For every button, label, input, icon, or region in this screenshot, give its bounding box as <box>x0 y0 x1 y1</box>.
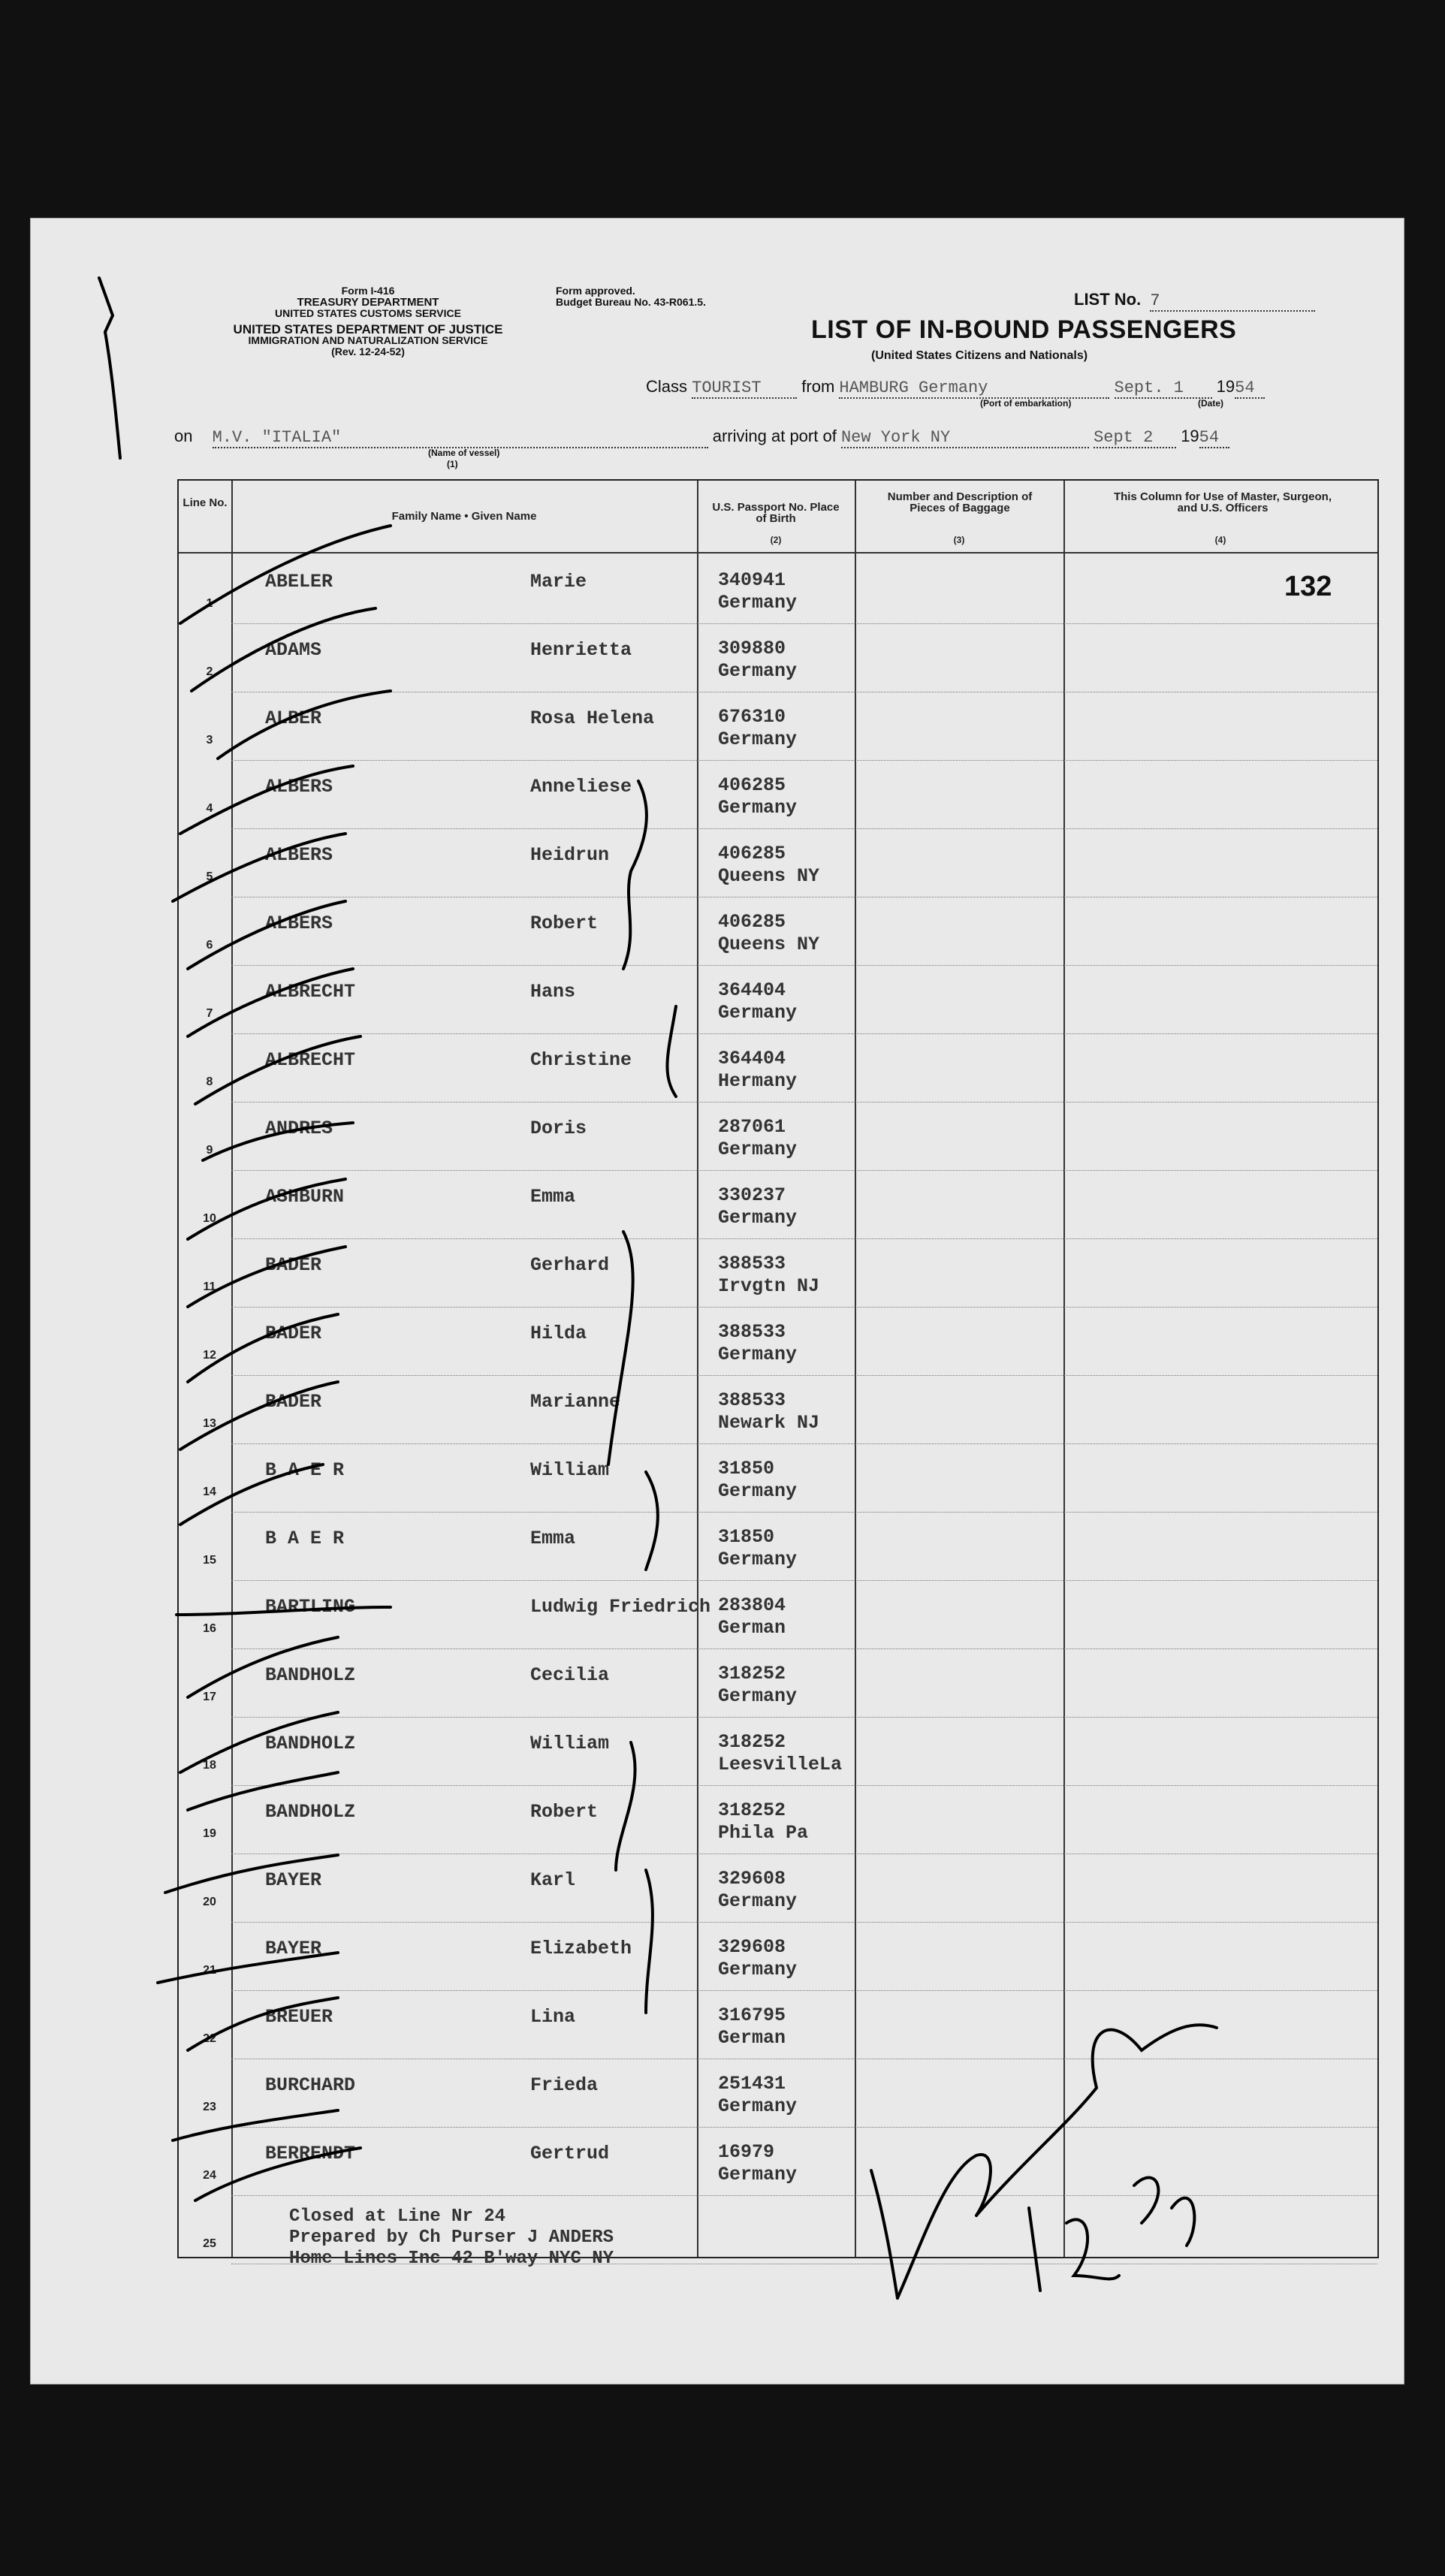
place-of-birth: Queens NY <box>718 865 820 887</box>
vessel-caption: (Name of vessel) <box>428 448 500 458</box>
family-name: ALBERS <box>265 844 333 866</box>
ink-stroke <box>203 1123 353 1160</box>
ink-time <box>1029 2208 1040 2291</box>
place-of-birth: Germany <box>718 592 798 614</box>
place-of-birth: Germany <box>718 660 798 682</box>
embark-port: HAMBURG Germany <box>839 379 1109 399</box>
vessel-name: M.V. "ITALIA" <box>213 428 708 448</box>
line-number: 9 <box>206 1144 213 1157</box>
column-header-officers: This Column for Use of Master, Surgeon, and U.S. Officers <box>1113 490 1332 514</box>
passport-number: 364404 <box>718 979 786 1001</box>
passport-number: 329608 <box>718 1936 786 1958</box>
family-name: BREUER <box>265 2006 333 2028</box>
family-name: BAYER <box>265 1938 322 1959</box>
family-name: ALBRECHT <box>265 1049 356 1071</box>
from-label: from <box>801 377 835 396</box>
place-of-birth: Irvgtn NJ <box>718 1275 820 1297</box>
passport-number: 406285 <box>718 911 786 933</box>
given-name: Emma <box>530 1186 576 1208</box>
passport-number: 31850 <box>718 1526 775 1548</box>
line-number: 25 <box>203 2237 216 2250</box>
ink-stroke <box>180 1712 338 1772</box>
passport-number: 316795 <box>718 2004 786 2026</box>
family-name: ADAMS <box>265 639 322 661</box>
place-of-birth: Germany <box>718 1685 798 1707</box>
ink-stroke <box>158 1953 338 1983</box>
passport-number: 329608 <box>718 1868 786 1890</box>
ink-stroke <box>188 1772 338 1810</box>
ink-stroke <box>99 278 113 332</box>
passport-number: 287061 <box>718 1116 786 1138</box>
ink-bracket <box>616 1742 635 1870</box>
ink-stroke <box>192 608 376 691</box>
given-name: Anneliese <box>530 776 632 798</box>
list-number-value: 7 <box>1150 291 1315 312</box>
family-name: BARTLING <box>265 1596 356 1618</box>
family-name: ALBER <box>265 707 322 729</box>
family-name: ALBRECHT <box>265 981 356 1003</box>
ink-stroke <box>195 2148 360 2200</box>
given-name: Doris <box>530 1118 587 1139</box>
family-name: BAYER <box>265 1869 322 1891</box>
ink-bracket <box>667 1006 676 1096</box>
place-of-birth: Hermany <box>718 1070 798 1092</box>
given-name: Ludwig Friedrich <box>530 1596 711 1618</box>
family-name: ANDRES <box>265 1118 333 1139</box>
ink-time <box>1066 2219 1119 2279</box>
arrival-port: New York NY <box>841 428 1089 448</box>
given-name: Cecilia <box>530 1664 610 1686</box>
on-label: on <box>174 427 193 445</box>
column-header-baggage: Number and Description of Pieces of Baggage <box>887 490 1033 514</box>
place-of-birth: German <box>718 2027 786 2049</box>
place-of-birth: Germany <box>718 797 798 819</box>
passport-number: 318252 <box>718 1663 786 1685</box>
ink-stroke <box>180 1382 338 1449</box>
passport-number: 16979 <box>718 2141 775 2163</box>
family-name: BANDHOLZ <box>265 1664 356 1686</box>
line-number: 19 <box>203 1827 216 1840</box>
place-of-birth: Germany <box>718 1480 798 1502</box>
given-name: Marie <box>530 571 587 593</box>
ink-stroke <box>188 1314 338 1382</box>
ink-bracket <box>646 1870 653 2013</box>
line-number: 11 <box>203 1280 216 1293</box>
arriving-label: arriving at port of <box>712 427 837 445</box>
passport-number: 309880 <box>718 638 786 659</box>
place-of-birth: LeesvilleLa <box>718 1754 843 1775</box>
given-name: Emma <box>530 1528 576 1549</box>
passport-number: 388533 <box>718 1321 786 1343</box>
line-number: 3 <box>206 734 213 747</box>
document-title: LIST OF IN-BOUND PASSENGERS <box>811 315 1237 344</box>
line-number: 7 <box>206 1007 213 1020</box>
given-name: William <box>530 1459 610 1481</box>
family-name: B A E R <box>265 1459 345 1481</box>
given-name: Frieda <box>530 2074 599 2096</box>
ink-stroke <box>188 1998 338 2050</box>
passport-number: 388533 <box>718 1389 786 1411</box>
column-header-name: Family Name • Given Name <box>391 510 537 523</box>
line-number: 2 <box>206 665 213 678</box>
place-of-birth: Germany <box>718 1002 798 1024</box>
given-name: Rosa Helena <box>530 707 655 729</box>
family-name: BANDHOLZ <box>265 1801 356 1823</box>
passport-number: 676310 <box>718 706 786 728</box>
line-number: 8 <box>206 1075 213 1088</box>
ink-bracket <box>646 1472 658 1570</box>
year-prefix: 19 <box>1216 377 1235 396</box>
ink-signature <box>976 2025 1217 2216</box>
line-number: 4 <box>206 802 213 815</box>
ink-time <box>1134 2178 1158 2223</box>
vessel-column-number: (1) <box>447 459 458 469</box>
ink-stroke <box>188 1179 345 1239</box>
place-of-birth: Germany <box>718 1139 798 1160</box>
ink-bracket <box>623 781 647 969</box>
class-value: TOURIST <box>692 379 797 399</box>
given-name: Hans <box>530 981 576 1003</box>
document-subtitle: (United States Citizens and Nationals) <box>871 349 1088 362</box>
ink-stroke <box>180 1464 323 1525</box>
arrival-date: Sept 2 <box>1094 428 1176 448</box>
passport-number: 251431 <box>718 2073 786 2095</box>
ink-stroke <box>188 969 356 1036</box>
column-number-2: (2) <box>770 535 782 545</box>
ink-stroke <box>188 1247 345 1307</box>
passport-number: 388533 <box>718 1253 786 1274</box>
place-of-birth: Germany <box>718 1207 798 1229</box>
form-number: Form I-416 <box>341 285 395 297</box>
passport-number: 330237 <box>718 1184 786 1206</box>
revision-label: (Rev. 12-24-52) <box>331 345 405 357</box>
ink-bracket <box>608 1232 633 1464</box>
column-header-line: Line No. <box>183 496 228 509</box>
place-of-birth: Germany <box>718 1549 798 1570</box>
line-number: 1 <box>206 597 213 610</box>
ink-stroke <box>180 526 391 623</box>
ink-stroke <box>176 1607 391 1615</box>
line-number: 6 <box>206 939 213 952</box>
line-number: 22 <box>203 2032 216 2045</box>
ink-stroke <box>165 1855 338 1893</box>
given-name: Karl <box>530 1869 576 1891</box>
family-name: B A E R <box>265 1528 345 1549</box>
family-name: BERRENDT <box>265 2143 356 2164</box>
class-label: Class <box>646 377 688 396</box>
arrival-year-prefix: 19 <box>1181 427 1199 445</box>
reference-number: 132 <box>1284 571 1332 602</box>
passport-number: 318252 <box>718 1731 786 1753</box>
given-name: Heidrun <box>530 844 610 866</box>
passport-number: 340941 <box>718 569 786 591</box>
passport-number: 283804 <box>718 1594 786 1616</box>
family-name: BADER <box>265 1323 322 1344</box>
given-name: Elizabeth <box>530 1938 632 1959</box>
family-name: ABELER <box>265 571 333 593</box>
place-of-birth: Phila Pa <box>718 1822 809 1844</box>
ins-label: IMMIGRATION AND NATURALIZATION SERVICE <box>248 334 488 346</box>
arrival-year: 54 <box>1199 428 1229 448</box>
given-name: Gertrud <box>530 2143 610 2164</box>
family-name: ALBERS <box>265 912 333 934</box>
given-name: Gerhard <box>530 1254 610 1276</box>
line-number: 16 <box>203 1622 216 1635</box>
given-name: Hilda <box>530 1323 587 1344</box>
given-name: Christine <box>530 1049 632 1071</box>
ink-stroke <box>105 332 120 458</box>
ink-stroke <box>173 2110 338 2140</box>
column-number-3: (3) <box>953 535 965 545</box>
family-name: BANDHOLZ <box>265 1733 356 1754</box>
line-number: 12 <box>203 1349 216 1362</box>
place-of-birth: Germany <box>718 1344 798 1365</box>
place-of-birth: German <box>718 1617 786 1639</box>
line-number: 24 <box>203 2169 216 2182</box>
given-name: Lina <box>530 2006 576 2028</box>
given-name: Henrietta <box>530 639 632 661</box>
line-number: 21 <box>203 1964 216 1977</box>
passport-number: 364404 <box>718 1048 786 1069</box>
line-number: 23 <box>203 2101 216 2113</box>
line-number: 13 <box>203 1417 216 1430</box>
ink-time <box>1172 2198 1194 2246</box>
passport-number: 406285 <box>718 843 786 864</box>
ink-stroke <box>180 766 353 834</box>
budget-bureau-label: Budget Bureau No. 43-R061.5. <box>556 296 706 308</box>
given-name: Robert <box>530 1801 599 1823</box>
closed-line-note: Closed at Line Nr 24 <box>289 2206 506 2227</box>
line-number: 20 <box>203 1896 216 1908</box>
form-approved-label: Form approved. <box>556 285 635 297</box>
justice-label: UNITED STATES DEPARTMENT OF JUSTICE <box>233 322 503 336</box>
place-of-birth: Germany <box>718 2095 798 2117</box>
passport-number: 318252 <box>718 1799 786 1821</box>
treasury-label: TREASURY DEPARTMENT <box>297 296 439 309</box>
given-name: Marianne <box>530 1391 621 1413</box>
ink-signature <box>871 2170 897 2298</box>
embark-date: Sept. 1 <box>1115 379 1212 399</box>
family-name: BADER <box>265 1254 322 1276</box>
line-number: 5 <box>206 870 213 883</box>
column-number-4: (4) <box>1214 535 1226 545</box>
line-number: 17 <box>203 1691 216 1703</box>
ink-signature <box>897 2155 991 2298</box>
line-number: 15 <box>203 1554 216 1567</box>
shipping-line-note: Home Lines Inc 42 B'way NYC NY <box>289 2249 614 2269</box>
line-number: 14 <box>203 1486 216 1498</box>
prepared-by-note: Prepared by Ch Purser J ANDERS <box>289 2228 614 2248</box>
column-header-passport: U.S. Passport No. Place of Birth <box>712 501 840 525</box>
family-name: BADER <box>265 1391 322 1413</box>
passport-number: 31850 <box>718 1458 775 1480</box>
ink-stroke <box>195 1036 360 1104</box>
line-number: 18 <box>203 1759 216 1772</box>
place-of-birth: Newark NJ <box>718 1412 820 1434</box>
ink-stroke <box>188 1637 338 1697</box>
family-name: BURCHARD <box>265 2074 356 2096</box>
place-of-birth: Germany <box>718 728 798 750</box>
place-of-birth: Germany <box>718 1959 798 1980</box>
given-name: Robert <box>530 912 599 934</box>
customs-label: UNITED STATES CUSTOMS SERVICE <box>275 307 461 319</box>
ink-stroke <box>173 834 345 901</box>
embark-year: 54 <box>1235 379 1265 399</box>
family-name: ASHBURN <box>265 1186 345 1208</box>
ink-stroke <box>218 691 391 759</box>
embark-port-caption: (Port of embarkation) <box>980 398 1072 409</box>
place-of-birth: Germany <box>718 2164 798 2185</box>
place-of-birth: Germany <box>718 1890 798 1912</box>
given-name: William <box>530 1733 610 1754</box>
passport-number: 406285 <box>718 774 786 796</box>
date-caption: (Date) <box>1198 398 1224 409</box>
line-number: 10 <box>203 1212 216 1225</box>
place-of-birth: Queens NY <box>718 934 820 955</box>
list-number-label: LIST No. <box>1074 290 1142 309</box>
family-name: ALBERS <box>265 776 333 798</box>
ink-stroke <box>188 901 345 969</box>
